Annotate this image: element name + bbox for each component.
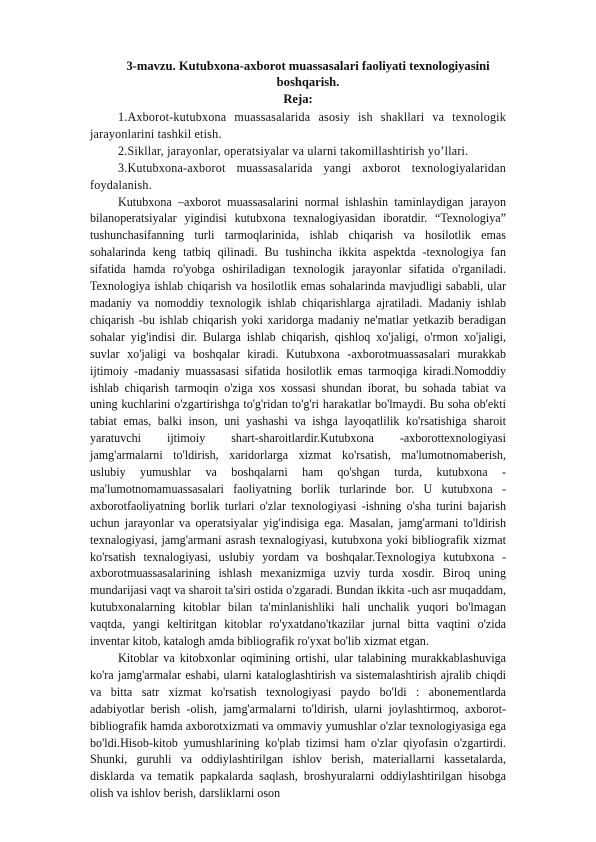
plan-list: [90, 109, 506, 194]
document-body: [90, 109, 506, 802]
plan-item: 2.Sikllar, jarayonlar, operatsiyalar va ularni takomillashtirish yo’llari.: [118, 143, 469, 158]
body-paragraph: Kitoblar va kitobxonlar oqimining ortishi, ular talabining murakkablashuviga ko'ra jamg'armalar eshabi, ularni kataloglashtirish va sistemalashtirish ajralib chiqdi va bitta satr xizmat ko'rsatish texnologiyasi paydo bo'ldi : abonementlarda adabiyotlar berish -olish, jamg'armalarni to'ldirish, ularni joylashtirmoq, axborot-bibliografik hamda axborotxizmati va ommaviy yumushlar o'zlar texnologiyasiga ega bo'ldi.Hisob-kitob yumushlarining ko'plab tizimsi ham o'zlar qiyofasin o'zgartirdi. Shunki, guruhli va oddiylashtirilgan ishlov berish, materiallarni kassetalarda, disklarda va tematik papkalarda saqlash, broshyuralarni oddiylashtirilgan hisobga olish va ishlov berish, darsliklarni oson: [90, 651, 506, 801]
page-title: 3-mavzu. Kutubxona-axborot muassasalari faoliyati texnologiyasini boshqarish.: [126, 59, 490, 89]
body-paragraph: Kutubxona –axborot muassasalarini normal ishlashin taminlaydigan jarayon bilanoperatsiyalar yigindisi kutubxona texnalogiyasidan iboratdir. “Texnologiya” tushunchasifanning turli tarmoqlarinida, ishlab chiqarish va hosilotlik emas sohalarinda keng tatbiq qilinadi. Bu tushincha ikkita aspektda -texnologiya fan sifatida hamda ro'yobga oshiriladigan texnologik jarayonlar sifatida o'rganiladi. Texnologiya ishlab chiqarish va hosilotlik emas sohalarinda mavjudligi sababli, ular madaniy va nomoddiy texnologik ishlab chiqarishlarga ajratiladi. Madaniy ishlab chiqarish -bu ishlab chiqarish yoki xaridorga madaniy ne'matlar yetkazib beradigan sohalar yig'indisi dir. Bularga ishlab chiqarish, qishloq xo'jaligi, o'rmon xo'jaligi, suvlar xo'jaligi va boshqalar kiradi. Kutubxona -axborotmuassasalari murakkab ijtimoiy -madaniy muassasasi sifatida hosilotlik emas tarmoqiga kiradi.Nomoddiy ishlab chiqarish tarmoqin o'ziga xos xossasi shundan iborat, bu sohada tabiat va uning kuchlarini o'zgartirishga to'g'ridan to'g'ri harakatlar bo'lmaydi. Bu soha ob'ekti tabiat emas, balki inson, uni yashashi va ishga layoqatlilik ko'rsatishiga sharoit yaratuvchi ijtimoiy shart-sharoitlardir.Kutubxona -axborottexnologiyasi jamg'armalarni to'ldirish, xaridorlarga xizmat ko'rsatish, ma'lumotnomaberish, uslubiy yumushlar va boshqalarni ham qo'shgan turda, kutubxona -ma'lumotnomamuassasalari faoliyatning borlik turlarinde bor. U kutubxona -axborotfaoliyatning borlik turlari o'zlar texnologiyasi -ishning o'sha turini bajarish uchun jarayonlar va operatsiyalar yig'indisiga ega. Masalan, jamg'armani to'ldirish texnalogiyasi, jamg'armani asrash texnalogiyasi, kutubxona yoki bibliografik xizmat ko'rsatish texnalogiyasi, uslubiy yordam va boshqalar.Texnologiya kutubxona -axborotmuassasalarining ishlash mexanizmiga uzviy turda xosdir. Biroq uning mundarijasi vaqt va sharoit ta'siri ostida o'zgaradi. Bundan ikkita -uch asr muqaddam, kutubxonalarning kitoblar bilan ta'minlanishliki hali unchalik yuqori bo'lmagan vaqtda, yangi keltiritgan kitoblar ro'yxatdano'tkazilar jurnal bitta vaqtini o'zida inventar kitob, katalogh amda bibliografik ro'yxat bo'lib xizmat etgan.: [90, 194, 506, 649]
plan-heading: Reja:: [283, 92, 313, 106]
plan-item: 3.Kutubxona-axborot muassasalarida yangi axborot texnologiyalaridan foydalanish.: [90, 160, 506, 192]
plan-item: 1.Axborot-kutubxona muassasalarida asosiy ish shakllari va texnologik jarayonlarini tashkil etish.: [90, 110, 506, 141]
